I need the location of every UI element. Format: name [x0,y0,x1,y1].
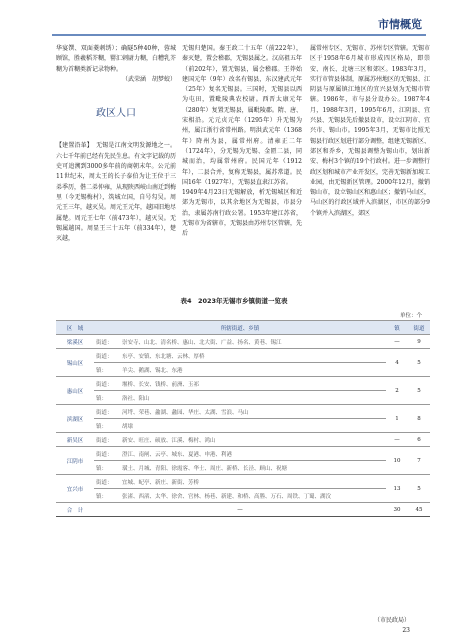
row-area: 锡山区 [56,349,94,377]
row-town: 10 [386,447,408,475]
row-names: 新安、旺庄、硕放、江溪、梅村、鸿山 [120,433,386,447]
row-town: 13 [386,475,408,503]
table-source: （市民政局） [373,617,410,624]
paragraph-establishment: 【建置沿革】 无锡是江南文明发源地之一。六七千年前已经有先民生息。有文字记载的历史可追溯到3000多年前的商朝末年。公元前11世纪末，周太王的长子泰伯为让王位于三弟季历，偕二弟仲雍，从现陕西岐山南迁到梅里（今无锡梅村），筑城立国，自号勾吴。周元王三年，越灭吴。周元王元年，越国旧地尽属楚。周元王七年（前473年），越灭吴。无锡属越国。周显王三十五年（前334年），楚灭越， [56,142,177,243]
row-names: 宜城、屺亭、新庄、新街、芳桥 [120,475,386,489]
row-names: 洛社、阳山 [120,391,386,405]
row-names: 羊尖、鹅湖、锡北、东港 [120,363,386,377]
table-row [56,433,430,447]
paragraph-top: 华宴馔、双面菱刺绣）；确隧5种40种，蓉城顾馆，胜羲稻芥糊，罂汇刺尉力糊，白糟乳芥糊为首糊类新记录物种。 [56,45,177,73]
row-names: 璜土、月城、青阳、徐霞客、华士、周庄、新桥、长泾、顾山、祝塘 [120,461,386,475]
table-row [56,349,430,363]
row-kind: 街道： [94,433,120,447]
row-area: 新吴区 [56,433,94,447]
row-street: 9 [408,335,430,349]
row-kind: 镇： [94,419,120,433]
paragraph-division: 属常州专区、无锡市、苏州专区管辖。无锡市区于1958年6月城市形成四区格局，即崇安、南长、北塘三区和郊区。1983年3月，实行市管县体制，原属苏州地区的无锡县、江阴县与原属镇江地区的宜兴县划为无锡市管辖。1986年，市与县分设办公。1987年4月，1988年3月，1995年6月，江阴县、宜兴县、无锡县先后撤县设市，设立江阴市、宜兴市、锡山市。1995年3月，无锡市比照无锡县行政区划进行部分调整，组建无锡新区、郊区和乔乡，无锡县调整为锡山市，划出新安、梅村3个镇的19个行政村。进一步调整行政区划和城市产业开发区，完善无锡新加坡工业园，由无锡新区管理。2000年12月，撤销锡山市，设立锡山区和惠山区；撤销马山区，马山区的行政区域并入滨湖区，市区的部分9个镇并入滨湖区，郊区 [310,45,431,217]
table-header-row [56,321,430,335]
row-area: 惠山区 [56,377,94,405]
header-divider [52,34,426,36]
row-names: 胡埭 [120,419,386,433]
total-names: — [94,503,386,517]
total-label: 合 计 [56,503,94,517]
row-kind: 街道： [94,405,120,419]
page-header [0,0,468,42]
page-number: 23 [402,627,410,634]
table-row [56,447,430,461]
header-area: 区 域 [56,321,94,335]
row-area: 梁溪区 [56,335,94,349]
row-town: — [386,335,408,349]
row-kind: 街道： [94,475,120,489]
table-row [56,489,430,503]
row-street: 5 [408,349,430,377]
section-title: 政区人口 [96,108,136,120]
row-street: 7 [408,447,430,475]
row-kind: 街道： [94,349,120,363]
row-town: — [386,433,408,447]
text-column-3 [310,44,430,219]
township-table [56,320,430,517]
row-area: 滨湖区 [56,405,94,433]
header-town: 镇 [386,321,408,335]
row-kind: 街道： [94,377,120,391]
row-town: 2 [386,377,408,405]
paragraph-history: 无锡归楚国。秦王政二十五年（前222年），秦灭楚，置会稽郡，无锡县属之。汉高祖五年（前202年），置无锡县，属会稽郡。王莽始建国元年（9年）改名有锡县，东汉建武元年（25年）复名无锡县。三国时，无锡县以西为屯田，置毗陵典农校尉。西晋太康元年（280年）复置无锡县，属毗陵郡。隋、唐、宋相沿。元元贞元年（1295年）升无锡为州，属江浙行省常州路。明洪武元年（1368年）降州为县，属常州府。清雍正二年（1724年），分无锡为无锡、金匮二县，同城而治，均属常州府。民国元年（1912年），二县合并，复称无锡县，属苏常道。民国16年（1927年），无锡县直隶江苏省。 [182,45,303,186]
row-kind: 镇： [94,489,120,503]
row-street: 6 [408,433,430,447]
row-names: 张渚、西渚、太华、徐舍、官林、杨巷、新建、和桥、高塍、万石、周铁、丁蜀、湖㳇 [120,489,386,503]
header-names: 所辖街道、乡镇 [94,321,386,335]
header-street: 街道 [408,321,430,335]
total-town: 30 [386,503,408,517]
table-row [56,391,430,405]
row-kind: 镇： [94,461,120,475]
table-total-row [56,503,430,517]
row-kind: 街道： [94,335,120,349]
header-title: 市情概览 [378,18,422,31]
text-column-2 [182,44,302,240]
row-kind: 镇： [94,391,120,405]
row-names: 崇安寺、山北、清名桥、惠山、北大街、广益、扬名、黄巷、锡江 [120,335,386,349]
table-row [56,419,430,433]
row-street: 5 [408,475,430,503]
row-names: 东亭、安镇、东北塘、云林、厚桥 [120,349,386,363]
table-row [56,475,430,489]
row-area: 江阴市 [56,447,94,475]
row-names: 河埒、荣巷、蠡湖、蠡园、华庄、太湖、雪浪、马山 [120,405,386,419]
row-names: 澄江、南闸、云亭、城东、夏港、申港、利港 [120,447,386,461]
table-row [56,461,430,475]
table-row [56,335,430,349]
table-row [56,405,430,419]
row-kind: 镇： [94,363,120,377]
table-unit: 单位：个 [399,313,422,319]
row-street: 8 [408,405,430,433]
row-area: 宜兴市 [56,475,94,503]
row-town: 4 [386,349,408,377]
row-kind: 街道： [94,447,120,461]
row-names: 堰桥、长安、钱桥、前洲、玉祁 [120,377,386,391]
row-town: 1 [386,405,408,433]
paragraph-liberation: 1949年4月23日无锡解放，析无锡城区和近郊为无锡市，以其余地区为无锡县，市县分治，隶属苏南行政公署。1953年建江苏省，无锡市为省辖市，无锡县由苏州专区管辖，先后 [182,189,303,238]
table-title: 表4 2023年无锡市乡镇街道一览表 [180,297,288,305]
paragraph-source: （武荣涵 胡梦蛟） [121,75,176,83]
row-street: 5 [408,377,430,405]
text-column-1 [56,44,176,244]
table-row [56,377,430,391]
total-street: 45 [408,503,430,517]
table-row [56,363,430,377]
